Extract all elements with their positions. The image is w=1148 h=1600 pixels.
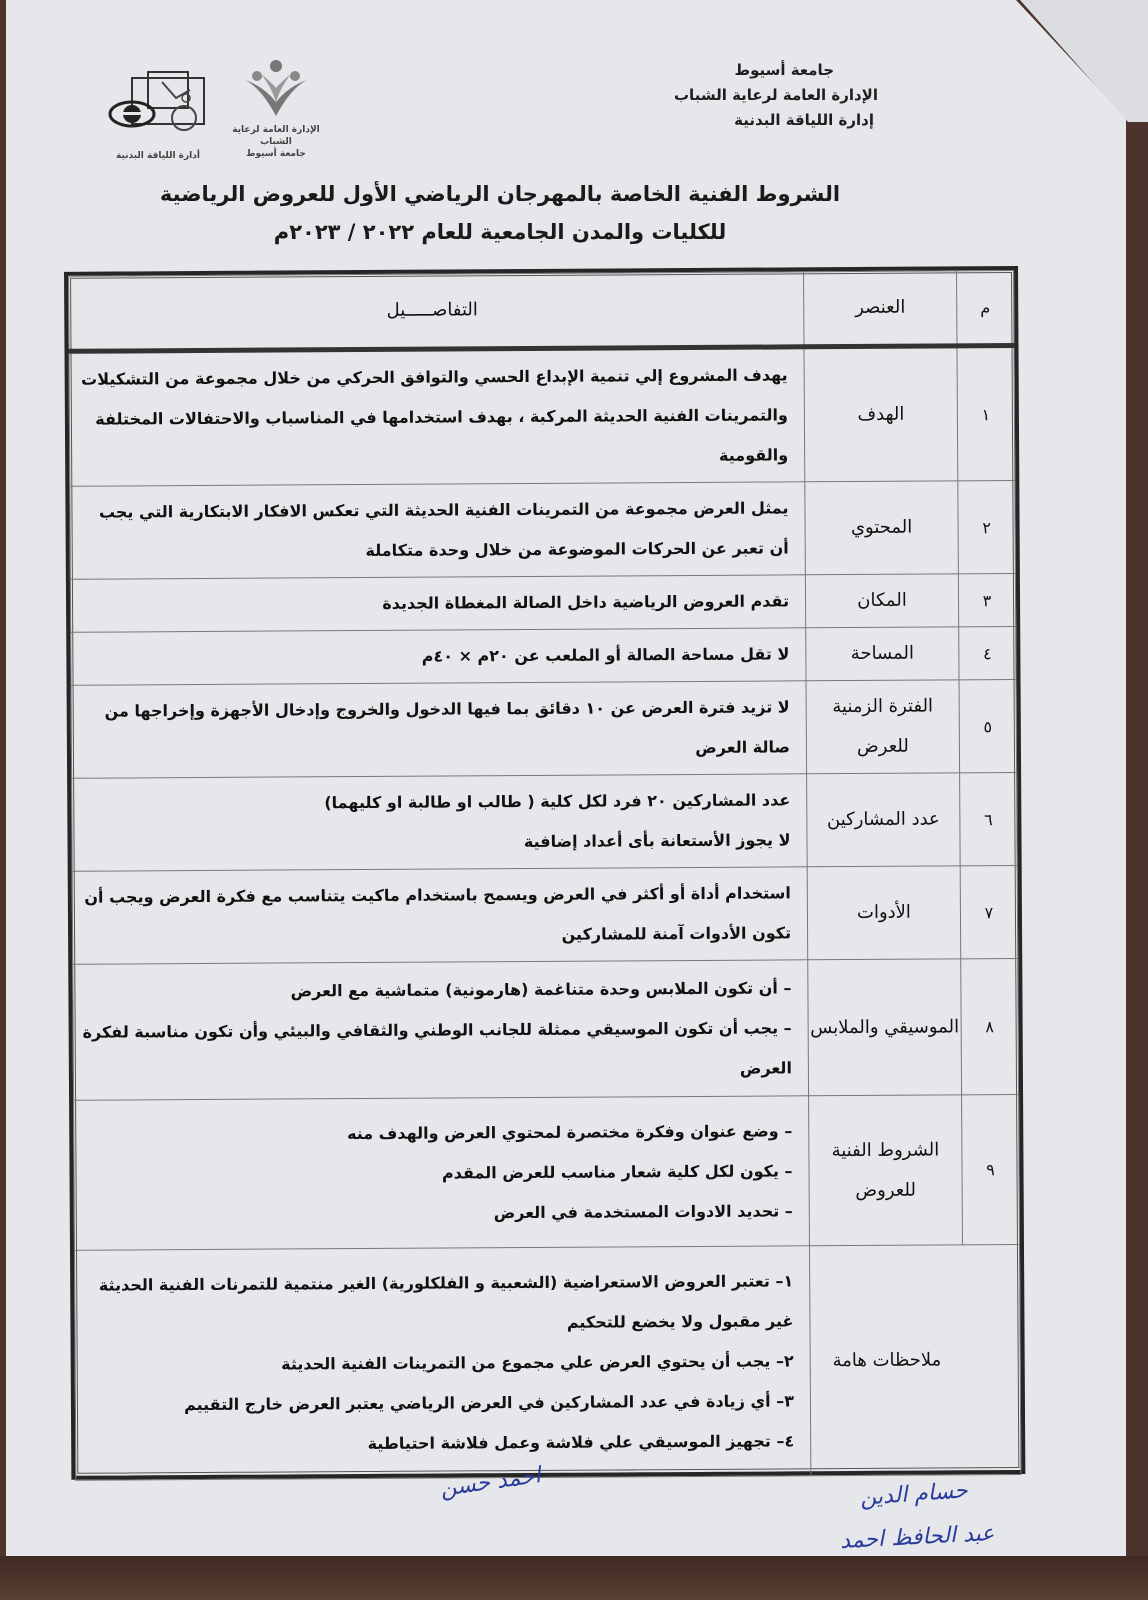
row-element: الموسيقي والملابس — [808, 959, 962, 1096]
conditions-table-frame — [64, 266, 1025, 1480]
signature-left: احمد حسن — [438, 1463, 543, 1502]
title-line-1: الشروط الفنية الخاصة بالمهرجان الرياضي الأول للعروض الرياضية — [159, 182, 841, 206]
detail-line: لا يجوز الأستعانة بأى أعداد إضافية — [523, 830, 791, 852]
note-line: ٢– يجب أن يحتوي العرض علي مجموع من التمرينات الفنية الحديثة — [281, 1350, 794, 1374]
org-header — [638, 58, 878, 133]
table-row — [72, 773, 1018, 872]
header-num: م — [957, 271, 1014, 346]
detail-line: استخدام أداة أو أكثر في العرض ويسمح باستخدام ماكيت يتناسب مع فكرة العرض ويجب أن تكون الأدوات آمنة للمشاركين — [84, 883, 792, 944]
row-num: ٣ — [958, 574, 1015, 627]
table-header-row — [69, 271, 1014, 352]
general-admin-name: الإدارة العامة لرعاية الشباب — [673, 86, 878, 104]
table-row — [69, 346, 1015, 487]
table-row — [70, 481, 1016, 580]
row-num: ١ — [957, 346, 1015, 481]
row-details — [71, 628, 806, 685]
row-num: ٤ — [959, 627, 1016, 680]
conditions-table — [68, 270, 1021, 1481]
row-num: ٩ — [962, 1095, 1020, 1245]
table-row — [71, 627, 1016, 686]
detail-line: يهدف المشروع إلي تنمية الإبداع الحسي والتوافق الحركي من خلال مجموعة من التشكيلات والتمرينات الفنية الحديثة المركبة ، بهدف استخدامها في المناسباب والاحتفالات المختلفة والقومية — [81, 365, 789, 465]
row-num — [962, 1245, 1020, 1475]
youth-care-logo — [228, 58, 324, 160]
row-element: الشروط الفنية للعروض — [809, 1095, 963, 1246]
row-details — [74, 1096, 810, 1250]
detail-line: لا تقل مساحة الصالة أو الملعب عن ٢٠م × ٤٠م — [421, 644, 790, 666]
row-num: ٥ — [959, 680, 1017, 773]
document-title — [150, 175, 850, 251]
detail-line: – تحديد الادوات المستخدمة في العرض — [493, 1200, 793, 1222]
signature-right-2: عبد الحافظ احمد — [839, 1520, 995, 1555]
row-element: عدد المشاركين — [807, 773, 961, 867]
row-details — [71, 681, 807, 778]
detail-line: تقدم العروض الرياضية داخل الصالة المغطاة الجديدة — [382, 591, 790, 613]
table-row — [73, 959, 1019, 1101]
row-element: الهدف — [804, 346, 958, 482]
note-line: ١– تعتبر العروض الاستعراضية (الشعبية و الفلكلورية) الغير منتمية للتمرنات الفنية الحديثة غير مقبول ولا يخضع للتحكيم — [98, 1270, 794, 1332]
row-details — [69, 347, 805, 486]
row-details — [72, 867, 808, 964]
table-row — [71, 680, 1017, 779]
row-element: الأدوات — [807, 866, 961, 960]
row-element: المكان — [805, 574, 958, 628]
row-num: ٨ — [961, 959, 1019, 1095]
youth-logo-caption-university: جامعة أسيوط — [246, 149, 306, 159]
row-details — [73, 960, 809, 1100]
row-details — [74, 1246, 810, 1480]
row-element: الفترة الزمنية للعرض — [806, 680, 960, 774]
detail-line: لا تزيد فترة العرض عن ١٠ دقائق بما فيها الدخول والخروج وإدخال الأجهزة وإخراجها من صالة العرض — [104, 697, 790, 757]
row-element: المحتوي — [805, 481, 959, 575]
table-row — [72, 866, 1018, 965]
row-element: ملاحظات هامة — [809, 1245, 963, 1476]
fitness-logo-caption: أدارة اللياقة البدنية — [116, 151, 200, 161]
youth-logo-caption: الإدارة العامة لرعاية الشباب — [232, 125, 320, 147]
university-name: جامعة أسيوط — [734, 61, 834, 79]
detail-line: – وضع عنوان وفكرة مختصرة لمحتوي العرض والهدف منه — [346, 1120, 793, 1143]
note-line: ٣– أي زيادة في عدد المشاركين في العرض الرياضي يعتبر العرض خارج التقييم — [183, 1390, 794, 1414]
detail-line: – أن تكون الملابس وحدة متناغمة (هارمونية) متماشية مع العرض — [290, 977, 792, 1000]
table-row — [74, 1095, 1020, 1251]
title-line-2: للكليات والمدن الجامعية للعام ٢٠٢٢ / ٢٠٢٣م — [273, 220, 727, 244]
fitness-dept-logo-icon — [106, 68, 210, 146]
table-row — [70, 574, 1015, 633]
fitness-dept-logo — [100, 68, 216, 162]
row-details — [70, 575, 805, 632]
row-details — [70, 482, 806, 579]
row-num: ٢ — [958, 481, 1016, 574]
detail-line: يمثل العرض مجموعة من التمرينات الفنية الحديثة التي تعكس الافكار الابتكارية التي يجب أن تعبر عن الحركات الموضوعة من خلال وحدة متكاملة — [98, 498, 789, 560]
row-element: المساحة — [806, 627, 959, 681]
header-element: العنصر — [804, 271, 957, 347]
row-num: ٦ — [960, 773, 1018, 866]
note-line: ٤– تجهيز الموسيقي علي فلاشة وعمل فلاشة احتياطية — [367, 1430, 795, 1453]
detail-line: – يكون لكل كلية شعار مناسب للعرض المقدم — [441, 1160, 793, 1183]
detail-line: – يجب أن تكون الموسيقي ممثلة للجانب الوطني والثقافي والبيئي وأن تكون مناسبة لفكرة العرض — [82, 1017, 792, 1078]
department-name: إدارة اللياقة البدنية — [734, 111, 874, 129]
youth-care-logo-icon — [241, 58, 311, 120]
wooden-surface — [0, 1556, 1148, 1600]
row-details — [72, 774, 808, 871]
detail-line: عدد المشاركين ٢٠ فرد لكل كلية ( طالب او طالبة او كليهما) — [324, 790, 791, 813]
signature-right-1: حسام الدين — [859, 1478, 969, 1511]
row-num: ٧ — [960, 866, 1018, 959]
table-row-notes — [74, 1245, 1020, 1481]
header-details: التفاصـــــيل — [69, 272, 804, 351]
